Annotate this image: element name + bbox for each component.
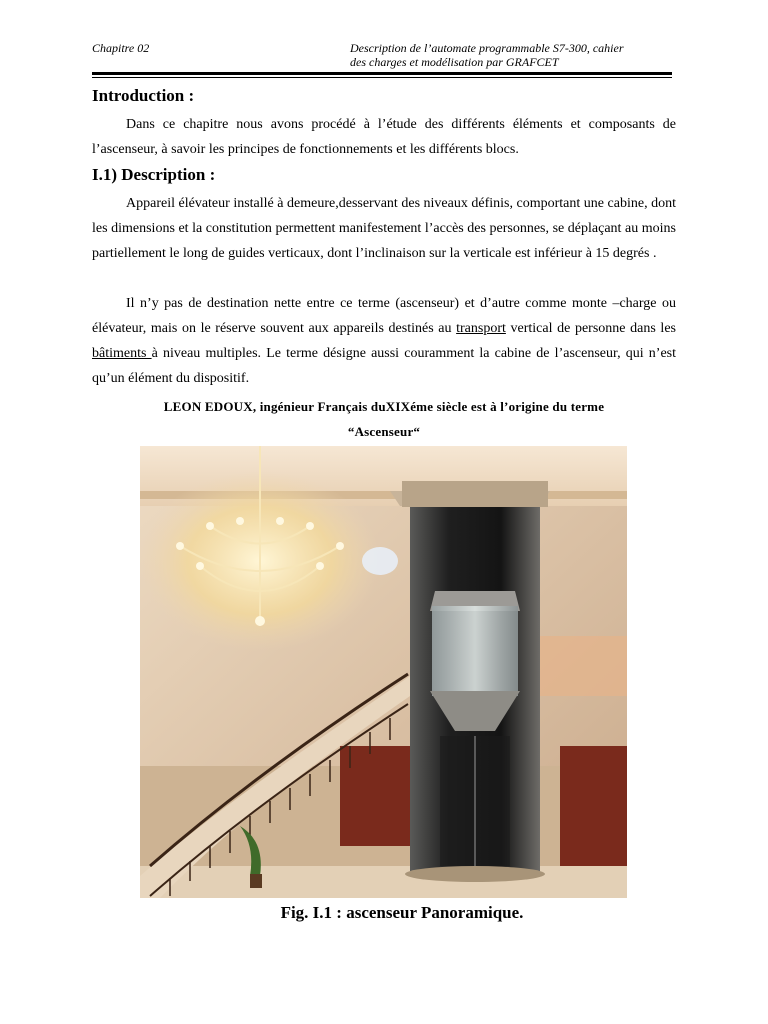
header-chapter: Chapitre 02 (92, 41, 150, 55)
edoux-line-2: “Ascenseur“ (347, 424, 421, 439)
panoramic-elevator-photo (140, 446, 627, 898)
transport-link[interactable]: transport (456, 321, 506, 336)
description-heading: I.1) Description : (92, 165, 216, 184)
description-paragraph-2: Il n’y pas de destination nette entre ce terme (ascenseur) et d’autre comme monte –charge ou élévateur, mais on le réserve souvent aux appareils destinés au transport vertical de personne dans les bâtiments à niveau multiples. Le terme désigne aussi couramment la cabine de l’ascenseur, qui n’est qu’un élément du dispositif. (92, 296, 676, 386)
introduction-heading: Introduction : (92, 86, 195, 105)
header-rule-thin (92, 77, 672, 78)
batiments-link[interactable]: bâtiments (92, 346, 152, 361)
header-title-line1: Description de l’automate programmable S7-300, cahier (350, 41, 624, 55)
figure-caption: Fig. I.1 : ascenseur Panoramique. (280, 903, 524, 922)
description-paragraph-1: Appareil élévateur installé à demeure,desservant des niveaux définis, comportant une cabine, dont les dimensions et la constitution permettent manifestement l’accès des personnes, se déplaçant au moins partiellement le long de guides verticaux, dont l’inclinaison sur la verticale est inférieur à 15 degrés . (92, 196, 676, 261)
edoux-line-1: LEON EDOUX, ingénieur Français duXIXéme siècle est à l’origine du terme (163, 399, 605, 414)
header-rule-thick (92, 72, 672, 75)
introduction-paragraph: Dans ce chapitre nous avons procédé à l’étude des différents éléments et composants de l’ascenseur, à savoir les principes de fonctionnements et les différents blocs. (92, 117, 676, 157)
header-title (350, 41, 680, 69)
header-title-line2: des charges et modélisation par GRAFCET (350, 55, 559, 69)
